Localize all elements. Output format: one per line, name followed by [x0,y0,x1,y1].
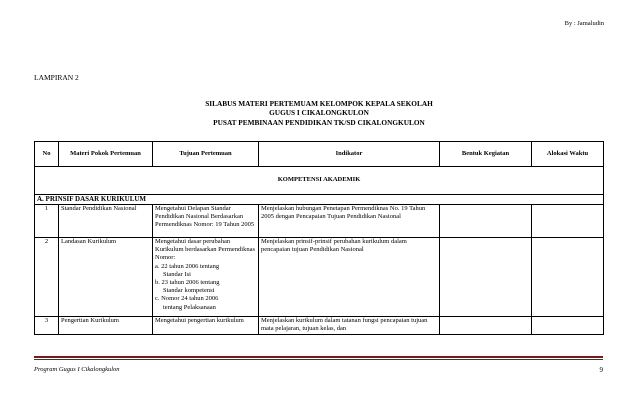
header-indikator: Indikator [259,142,440,167]
row-no: 3 [35,317,59,335]
row-indikator: Menjelaskan kurikulum dalam tatanan fungsi pencapaian tujuan mata pelajaran, tujuan kelas, dan [259,317,440,335]
row-alokasi [532,205,604,238]
tujuan-item-b: b. 23 tahun 2006 tentang [155,279,220,287]
tujuan-item-a-detail: Standar Isi [163,270,191,278]
section-heading-a: A. PRINSIF DASAR KURIKULUM [35,195,604,205]
row-bentuk [440,317,532,335]
section-row [35,195,604,205]
row-bentuk [440,238,532,317]
tujuan-item-c-detail: tentang Pelaksanaan [163,303,216,311]
row-materi: Standar Pendidikan Nasional [59,205,153,238]
row-tujuan: Mengetahui Delapan Standar Pendidikan Nasional Berdasarkan Permendiknas Nomor: 19 Tahun 2005 [153,205,259,238]
lampiran-label: LAMPIRAN 2 [34,73,79,82]
document-title-line-1: SILABUS MATERI PERTEMUAM KELOMPOK KEPALA SEKOLAH [205,99,433,108]
footer-program-name: Program Gugus I Cikalongkulon [34,366,120,373]
author-credit: By : Jamaludin [564,20,604,27]
header-no: No [35,142,59,167]
tujuan-item-b-detail: Standar kompetensi [163,287,215,295]
tujuan-item-c: c. Nomor 24 tahun 2006 [155,295,219,303]
row-bentuk [440,205,532,238]
kompetensi-heading: KOMPETENSI AKADEMIK [35,167,604,195]
row-alokasi [532,317,604,335]
table-row [35,205,604,238]
row-indikator: Menjelaskan hubungan Penetapan Permendiknas No. 19 Tahun 2005 dengan Pencapaian Tujuan Pendidikan Nasional [259,205,440,238]
row-indikator: Menjelaskan prinsif-prinsif perubahan kurikulum dalam pencapaian tujuan Pendidikan Nasional [259,238,440,317]
header-materi: Materi Pokok Pertemuan [59,142,153,167]
row-no: 1 [35,205,59,238]
kompetensi-row [35,167,604,195]
row-alokasi [532,238,604,317]
header-alokasi: Alokasi Waktu [532,142,604,167]
table-header-row [35,142,604,167]
footer-rule [34,356,603,358]
table-row [35,317,604,335]
header-tujuan: Tujuan Pertemuan [153,142,259,167]
page-number: 9 [599,366,603,374]
row-materi: Pengertian Kurikulum [59,317,153,335]
table-row [35,238,604,317]
tujuan-item-a: a. 22 tahun 2006 tentang [155,262,220,270]
document-title-line-3: PUSAT PEMBINAAN PENDIDIKAN TK/SD CIKALONGKULON [213,118,425,127]
document-title-line-2: GUGUS I CIKALONGKULON [269,108,369,117]
row-tujuan [153,238,259,317]
header-bentuk: Bentuk Kegiatan [440,142,532,167]
row-no: 2 [35,238,59,317]
syllabus-table [34,141,604,335]
footer-rule-thin [34,359,603,360]
row-materi: Landasan Kurikulum [59,238,153,317]
tujuan-intro: Mengetahui dasar perubahan Kurikulum berdasarkan Permendiknas Nomor: [155,238,256,262]
row-tujuan: Mengetahui pengertian kurikulum [153,317,259,335]
